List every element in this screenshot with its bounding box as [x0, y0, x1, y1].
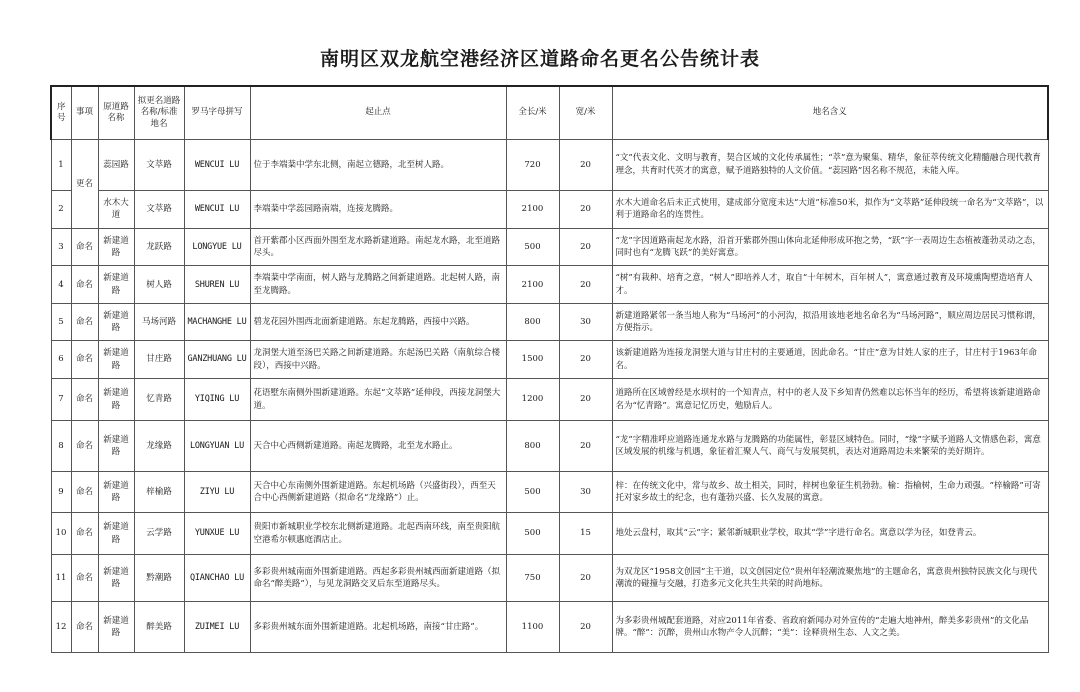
row-roman-spelling: SHUREN LU	[184, 266, 250, 303]
road-naming-table	[50, 85, 1049, 653]
row-width: 20	[559, 421, 612, 472]
header-seq: 序 号	[51, 86, 71, 140]
row-proposed-name: 文萃路	[134, 190, 184, 228]
row-length: 2100	[506, 190, 559, 228]
row-width: 20	[559, 378, 612, 420]
row-start-end: 首开紫郡小区西面外围至龙水路新建道路。南起龙水路，北至道路尽头。	[250, 229, 506, 266]
row-seq: 11	[51, 554, 71, 602]
row-width: 30	[559, 303, 612, 340]
row-length: 500	[506, 513, 559, 554]
row-proposed-name: 文萃路	[134, 140, 184, 191]
row-proposed-name: 甘庄路	[134, 341, 184, 378]
row-roman-spelling: QIANCHAO LU	[184, 554, 250, 602]
row-start-end: 龙洞堡大道至汤巴关路之间新建道路。东起汤巴关路（南航综合楼段），西接中兴路。	[250, 341, 506, 378]
row-item: 命名	[71, 378, 98, 420]
row-width: 20	[559, 341, 612, 378]
header-length: 全长/米	[506, 86, 559, 140]
row-start-end: 多彩贵州城东面外围新建道路。北起机场路，南接“甘庄路”。	[250, 602, 506, 653]
row-original-name: 水木大道	[98, 190, 134, 228]
table-row	[51, 471, 1048, 512]
table-row	[51, 341, 1048, 378]
row-original-name: 新建道路	[98, 602, 134, 653]
row-length: 1100	[506, 602, 559, 653]
row-roman-spelling: YUNXUE LU	[184, 513, 250, 554]
row-length: 800	[506, 421, 559, 472]
row-width: 20	[559, 229, 612, 266]
row-length: 720	[506, 140, 559, 191]
row-meaning: 该新建道路为连接龙洞堡大道与甘庄村的主要通道，因此命名。“甘庄”意为甘姓人家的庄子，甘庄村于1963年命名。	[612, 341, 1048, 378]
row-original-name: 新建道路	[98, 421, 134, 472]
table-header-row	[51, 86, 1048, 140]
row-meaning: 为多彩贵州城配套道路，对应2011年省委、省政府新闻办对外宣传的“走遍大地神州，醉美多彩贵州”的文化品牌。“醉”：沉醉，贵州山水物产令人沉醉；“美”：诠释贵州生态、人文之美。	[612, 602, 1048, 653]
row-original-name: 新建道路	[98, 303, 134, 340]
row-seq: 12	[51, 602, 71, 653]
header-roman-spelling: 罗马字母拼写	[184, 86, 250, 140]
row-start-end: 李端棻中学南面，树人路与龙腾路之间新建道路。北起树人路，南至龙腾路。	[250, 266, 506, 303]
row-length: 500	[506, 229, 559, 266]
row-width: 20	[559, 266, 612, 303]
row-item: 命名	[71, 421, 98, 472]
row-proposed-name: 树人路	[134, 266, 184, 303]
table-row	[51, 602, 1048, 653]
row-proposed-name: 醉美路	[134, 602, 184, 653]
row-proposed-name: 云学路	[134, 513, 184, 554]
row-seq: 5	[51, 303, 71, 340]
row-item: 命名	[71, 303, 98, 340]
row-item: 命名	[71, 229, 98, 266]
header-start-end: 起止点	[250, 86, 506, 140]
table-row	[51, 513, 1048, 554]
row-proposed-name: 龙跃路	[134, 229, 184, 266]
row-original-name: 蕊园路	[98, 140, 134, 191]
row-roman-spelling: ZIYU LU	[184, 471, 250, 512]
row-original-name: 新建道路	[98, 513, 134, 554]
row-meaning: 水木大道命名后未正式使用，建成部分宽度未达“大道”标准50米，拟作为“文萃路”延伸段统一命名为“文萃路”，以利于道路命名的连贯性。	[612, 190, 1048, 228]
table-row	[51, 303, 1048, 340]
row-roman-spelling: WENCUI LU	[184, 190, 250, 228]
row-item: 命名	[71, 602, 98, 653]
row-seq: 9	[51, 471, 71, 512]
row-meaning: 梓：在传统文化中，常与故乡、故土相关，同时，梓树也象征生机勃勃。榆：指榆树，生命力顽强。“梓榆路”可寄托对家乡故土的纪念，也有蓬勃兴盛、长久发展的寓意。	[612, 471, 1048, 512]
row-meaning: 地处云盘村，取其“云”字；紧邻新城职业学校，取其“学”字进行命名。寓意以学为径，如登青云。	[612, 513, 1048, 554]
row-original-name: 新建道路	[98, 229, 134, 266]
row-proposed-name: 梓榆路	[134, 471, 184, 512]
row-roman-spelling: LONGYUE LU	[184, 229, 250, 266]
row-length: 800	[506, 303, 559, 340]
row-proposed-name: 龙缘路	[134, 421, 184, 472]
header-meaning: 地名含义	[612, 86, 1048, 140]
row-roman-spelling: GANZHUANG LU	[184, 341, 250, 378]
row-roman-spelling: LONGYUAN LU	[184, 421, 250, 472]
header-width: 宽/米	[559, 86, 612, 140]
table-row	[51, 378, 1048, 420]
row-meaning: 新建道路紧邻一条当地人称为“马场河”的小河沟，拟沿用该地老地名命名为“马场河路”，顺应周边居民习惯称谓，方便指示。	[612, 303, 1048, 340]
row-original-name: 新建道路	[98, 266, 134, 303]
row-seq: 8	[51, 421, 71, 472]
row-length: 1200	[506, 378, 559, 420]
row-meaning: 道路所在区域曾经是水坝村的一个知青点，村中的老人及下乡知青仍然难以忘怀当年的经历，希望将该新建道路命名为“忆青路”。寓意记忆历史，勉励后人。	[612, 378, 1048, 420]
row-proposed-name: 忆青路	[134, 378, 184, 420]
row-length: 750	[506, 554, 559, 602]
row-proposed-name: 马场河路	[134, 303, 184, 340]
row-start-end: 位于李端棻中学东北侧，南起立德路，北至树人路。	[250, 140, 506, 191]
table-row	[51, 421, 1048, 472]
row-start-end: 碧龙花园外围西北面新建道路。东起龙腾路，西接中兴路。	[250, 303, 506, 340]
row-roman-spelling: WENCUI LU	[184, 140, 250, 191]
row-width: 20	[559, 190, 612, 228]
row-start-end: 天合中心东南侧外围新建道路。东起机场路（兴盛街段），西至天合中心西侧新建道路（拟命名“龙缘路”）止。	[250, 471, 506, 512]
row-length: 500	[506, 471, 559, 512]
row-seq: 7	[51, 378, 71, 420]
row-item: 命名	[71, 513, 98, 554]
table-row	[51, 266, 1048, 303]
row-item: 命名	[71, 341, 98, 378]
row-length: 2100	[506, 266, 559, 303]
row-length: 1500	[506, 341, 559, 378]
row-item: 命名	[71, 554, 98, 602]
table-row	[51, 190, 1048, 228]
row-start-end: 多彩贵州城南面外围新建道路。西起多彩贵州城西面新建道路（拟命名“醉美路”），与见龙洞路交叉后东至道路尽头。	[250, 554, 506, 602]
header-proposed-name: 拟更名道路名称/标准地名	[134, 86, 184, 140]
row-seq: 3	[51, 229, 71, 266]
row-meaning: “龙”字精准呼应道路连通龙水路与龙腾路的功能属性，彰显区域特色。同时，“缘”字赋予道路人文情感色彩，寓意区域发展的机缘与机遇，象征着汇聚人气、商气与发展契机，表达对道路周边未来繁荣的美好期许。	[612, 421, 1048, 472]
header-original-name: 原道路名称	[98, 86, 134, 140]
row-roman-spelling: MACHANGHE LU	[184, 303, 250, 340]
row-seq: 10	[51, 513, 71, 554]
row-start-end: 天合中心西侧新建道路。南起龙腾路，北至龙水路止。	[250, 421, 506, 472]
row-seq: 1	[51, 140, 71, 191]
row-meaning: “文”代表文化、文明与教育，契合区域的文化传承属性；“萃”意为聚集、精华，象征萃传统文化精髓融合现代教育理念，共育时代英才的寓意，赋予道路独特的人文价值。“蕊园路”因名称不规范，未能入库。	[612, 140, 1048, 191]
row-start-end: 花语墅东南侧外围新建道路。东起“文萃路”延伸段，西接龙洞堡大道。	[250, 378, 506, 420]
row-original-name: 新建道路	[98, 341, 134, 378]
row-start-end: 贵阳市新城职业学校东北侧新建道路。北起西南环线，南至贵阳航空港希尔顿惠庭酒店止。	[250, 513, 506, 554]
row-width: 20	[559, 602, 612, 653]
row-seq: 6	[51, 341, 71, 378]
row-meaning: 为双龙区“1958文创园”主干道，以文创园定位“贵州年轻潮流聚焦地”的主题命名，寓意贵州独特民族文化与现代潮流的碰撞与交融，打造多元文化共生共荣的时尚地标。	[612, 554, 1048, 602]
row-roman-spelling: YIQING LU	[184, 378, 250, 420]
row-width: 30	[559, 471, 612, 512]
row-original-name: 新建道路	[98, 471, 134, 512]
table-row	[51, 554, 1048, 602]
row-seq: 4	[51, 266, 71, 303]
table-row	[51, 229, 1048, 266]
page-title: 南明区双龙航空港经济区道路命名更名公告统计表	[319, 48, 760, 70]
row-width: 20	[559, 554, 612, 602]
row-width: 20	[559, 140, 612, 191]
row-original-name: 新建道路	[98, 378, 134, 420]
row-proposed-name: 黔潮路	[134, 554, 184, 602]
table-row	[51, 140, 1048, 191]
row-original-name: 新建道路	[98, 554, 134, 602]
row-seq: 2	[51, 190, 71, 228]
row-item-merged: 更名	[71, 140, 98, 229]
row-item: 命名	[71, 471, 98, 512]
header-item: 事项	[71, 86, 98, 140]
row-start-end: 李端棻中学蕊园路南端，连接龙腾路。	[250, 190, 506, 228]
row-roman-spelling: ZUIMEI LU	[184, 602, 250, 653]
row-meaning: “龙”字因道路南起龙水路，沿首开紫郡外围山体向北延伸形成环抱之势，“跃”字一表周边生态植被蓬勃灵动之态，同时也有“龙腾飞跃”的美好寓意。	[612, 229, 1048, 266]
row-item: 命名	[71, 266, 98, 303]
row-meaning: “树”有栽种、培育之意，“树人”即培养人才，取自“十年树木，百年树人”，寓意通过教育及环境熏陶塑造培育人才。	[612, 266, 1048, 303]
row-width: 15	[559, 513, 612, 554]
